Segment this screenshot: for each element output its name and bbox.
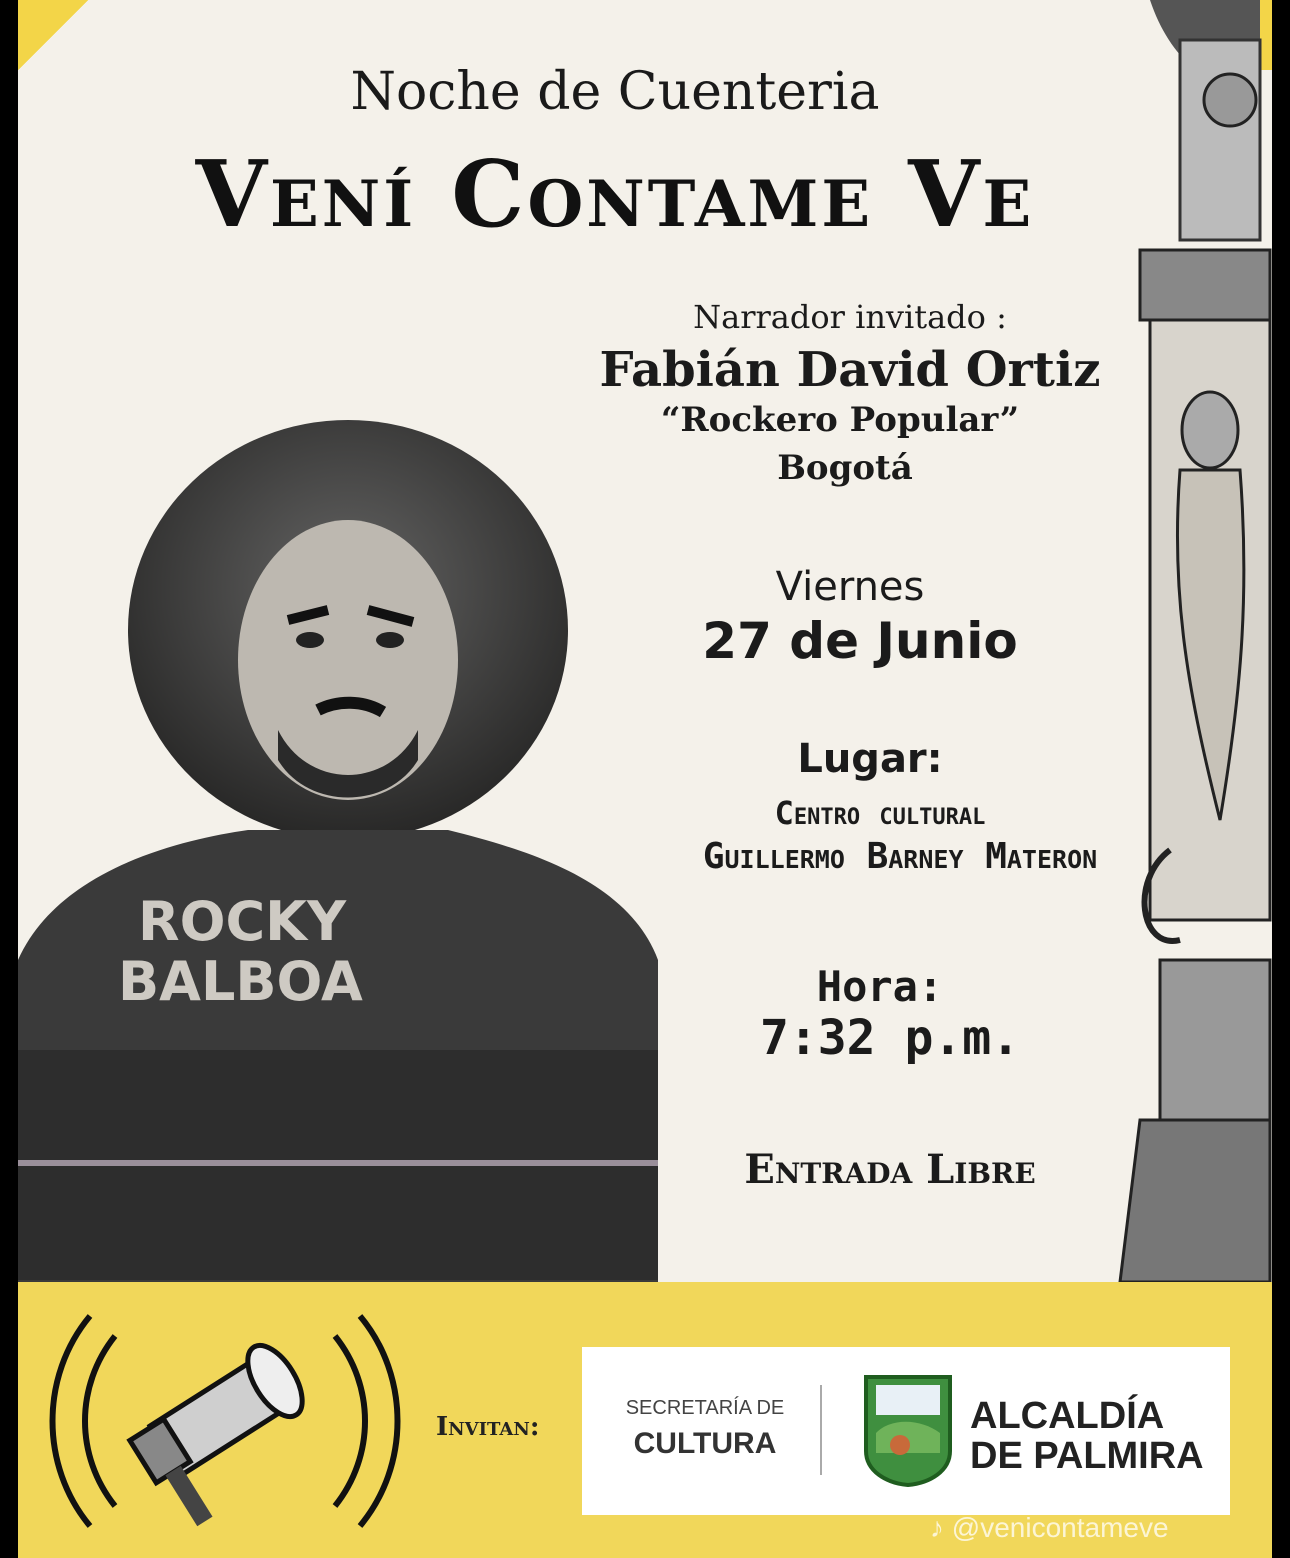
narrator-portrait — [18, 400, 678, 1284]
svg-text:BALBOA: BALBOA — [118, 950, 363, 1013]
logo-divider — [820, 1385, 822, 1475]
invitan-label: Invitan: — [436, 1412, 540, 1442]
place-line-2: Guillermo Barney Materon — [702, 836, 1098, 877]
watermark-handle: @venicontameve — [951, 1512, 1169, 1543]
place-label: Lugar: — [797, 736, 943, 782]
alcaldia-line-2: DE PALMIRA — [970, 1435, 1204, 1477]
place-line-1: Centro cultural — [774, 794, 986, 832]
time-label: Hora: — [816, 962, 944, 1011]
tiktok-watermark — [930, 1512, 1169, 1544]
entry-note: Entrada Libre — [744, 1146, 1036, 1193]
alcaldia-line-1: ALCALDÍA — [970, 1395, 1165, 1437]
time-value: 7:32 p.m. — [759, 1010, 1021, 1066]
corner-accent-left — [18, 0, 88, 70]
narrator-city: Bogotá — [777, 448, 913, 488]
narrator-alias: “Rockero Popular” — [660, 400, 1020, 440]
megaphone-icon — [30, 1296, 420, 1546]
event-day: Viernes — [775, 564, 925, 610]
palmira-shield-icon — [860, 1373, 956, 1487]
event-title: Vení Contame Ve — [195, 140, 1035, 248]
tiktok-icon: ♪ — [930, 1512, 952, 1543]
event-subtitle: Noche de Cuenteria — [350, 62, 880, 122]
secretaria-line-2: CULTURA — [633, 1427, 777, 1460]
sponsors-logo-box — [582, 1347, 1230, 1515]
event-date: 27 de Junio — [702, 612, 1018, 670]
narrator-label: Narrador invitado : — [693, 298, 1007, 336]
svg-text:ROCKY: ROCKY — [138, 890, 347, 953]
narrator-name: Fabián David Ortiz — [599, 342, 1101, 398]
secretaria-line-1: SECRETARÍA DE — [625, 1397, 785, 1419]
